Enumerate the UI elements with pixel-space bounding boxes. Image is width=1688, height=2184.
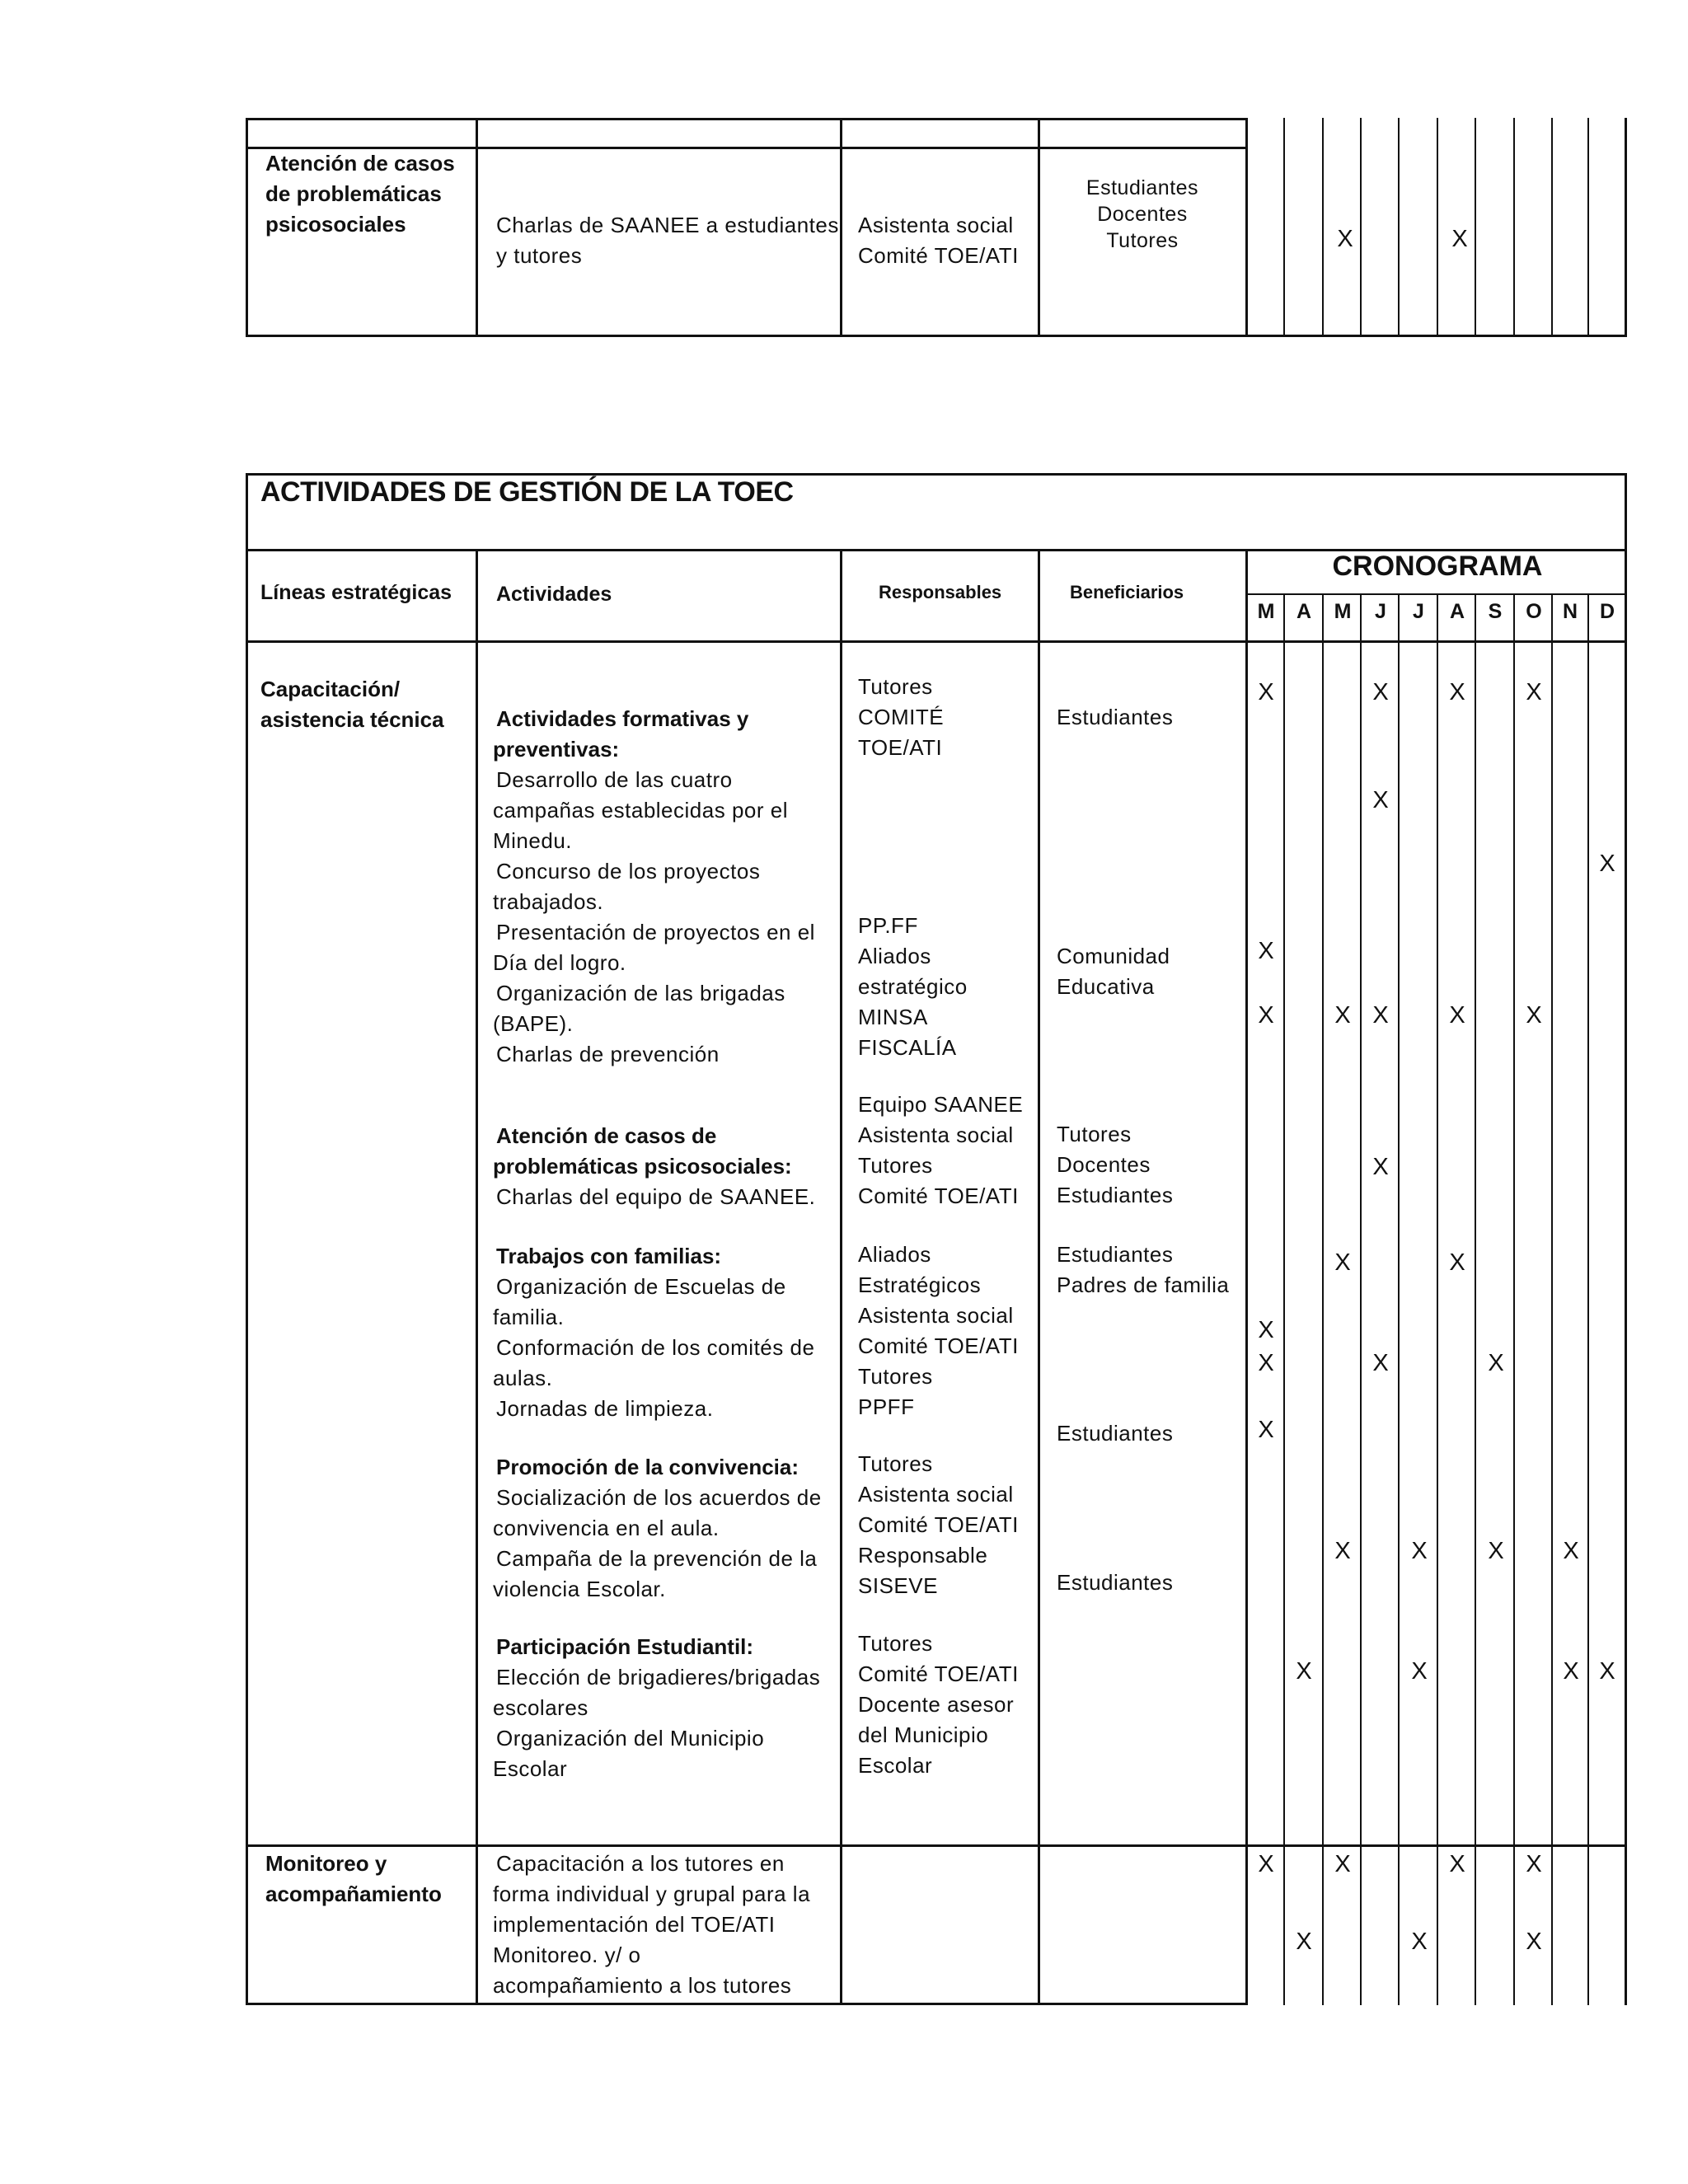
table-title: ACTIVIDADES DE GESTIÓN DE LA TOEC xyxy=(260,476,794,508)
mark: X xyxy=(1372,1350,1389,1376)
activity-atencion: Atención de casos de problemáticas psicosociales: Charlas del equipo de SAANEE. xyxy=(493,1123,816,1209)
header-lineas: Líneas estratégicas xyxy=(260,581,452,604)
header-cronograma: CRONOGRAMA xyxy=(1332,551,1543,582)
mark: X xyxy=(1411,1929,1428,1955)
mark: X xyxy=(1258,1851,1274,1877)
responsables-2: PP.FF Aliados estratégico MINSA FISCALÍA xyxy=(858,913,968,1060)
activity-formativas: Actividades formativas y preventivas: Desarrollo de las cuatro campañas establecidas por el Minedu. Concurso de los proyectos trabajados. Presentación de proyectos en el Día del logro. Organización de las brigadas (BAPE). Charlas de prevención xyxy=(493,706,815,1066)
mark: X xyxy=(1411,1658,1428,1685)
mark: X xyxy=(1334,1002,1351,1029)
beneficiarios-4: Estudiantes Padres de familia xyxy=(1057,1242,1230,1297)
mark: X xyxy=(1526,1002,1542,1029)
mark: X xyxy=(1449,1002,1465,1029)
mark: X xyxy=(1599,1658,1615,1685)
mark: X xyxy=(1449,1249,1465,1276)
mark: X xyxy=(1526,1929,1542,1955)
beneficiarios-6: Estudiantes xyxy=(1057,1570,1174,1595)
mark: X xyxy=(1372,1002,1389,1029)
mark: X xyxy=(1449,679,1465,705)
mark: X xyxy=(1526,1851,1542,1877)
mark: X xyxy=(1334,1538,1351,1564)
month-header: J xyxy=(1375,600,1386,623)
mark: X xyxy=(1258,679,1274,705)
month-header: J xyxy=(1413,600,1424,623)
month-header: D xyxy=(1599,600,1615,623)
activity-familias: Trabajos con familias: Organización de Escuelas de familia. Conformación de los comités de aulas. Jornadas de limpieza. xyxy=(493,1244,815,1421)
responsables-6: Tutores Comité TOE/ATI Docente asesor del Municipio Escolar xyxy=(858,1631,1019,1778)
mark: X xyxy=(1296,1658,1312,1685)
mark: X xyxy=(1258,1002,1274,1029)
mark: X xyxy=(1411,1538,1428,1564)
top-actividad: Charlas de SAANEE a estudiantes y tutores xyxy=(496,213,839,268)
responsables-3: Equipo SAANEE Asistenta social Tutores Comité TOE/ATI xyxy=(858,1092,1024,1208)
month-header: N xyxy=(1562,600,1578,623)
month-header: A xyxy=(1449,600,1465,623)
top-mark-may: X xyxy=(1337,226,1353,252)
top-responsables: Asistenta social Comité TOE/ATI xyxy=(858,213,1019,268)
mark: X xyxy=(1334,1851,1351,1877)
mark: X xyxy=(1372,787,1389,813)
mark: X xyxy=(1563,1658,1579,1685)
mark: X xyxy=(1488,1350,1504,1376)
mark: X xyxy=(1372,1154,1389,1180)
section1-linea: Capacitación/ asistencia técnica xyxy=(260,677,444,732)
section2-actividad: Capacitación a los tutores en forma individual y grupal para la implementación del TOE/ATI Monitoreo. y/ o acompañamiento a los tutores xyxy=(493,1851,811,1998)
mark: X xyxy=(1258,1417,1274,1443)
mark: X xyxy=(1296,1929,1312,1955)
responsables-1: Tutores COMITÉ TOE/ATI xyxy=(858,674,945,760)
responsables-5: Tutores Asistenta social Comité TOE/ATI Responsable SISEVE xyxy=(858,1451,1019,1598)
header-actividades: Actividades xyxy=(496,583,612,606)
month-header: S xyxy=(1488,600,1503,623)
beneficiarios-5: Estudiantes xyxy=(1057,1421,1174,1446)
month-header: M xyxy=(1257,600,1275,623)
mark: X xyxy=(1449,1851,1465,1877)
mark: X xyxy=(1258,938,1274,964)
top-linea: Atención de casos de problemáticas psicosociales xyxy=(265,151,455,237)
mark: X xyxy=(1563,1538,1579,1564)
beneficiarios-2: Comunidad Educativa xyxy=(1057,944,1170,999)
month-header: O xyxy=(1526,600,1542,623)
mark: X xyxy=(1599,851,1615,877)
header-responsables: Responsables xyxy=(879,582,1002,602)
mark: X xyxy=(1372,679,1389,705)
month-header: A xyxy=(1296,600,1312,623)
activity-participacion: Participación Estudiantil: Elección de brigadieres/brigadas escolares Organización del Municipio Escolar xyxy=(493,1634,821,1781)
mark: X xyxy=(1258,1350,1274,1376)
activity-convivencia: Promoción de la convivencia: Socialización de los acuerdos de convivencia en el aula. Campaña de la prevención de la violencia Escolar. xyxy=(493,1455,822,1601)
mark: X xyxy=(1258,1317,1274,1343)
top-beneficiarios: Estudiantes Docentes Tutores xyxy=(1085,176,1199,252)
top-mark-jul: X xyxy=(1451,226,1468,252)
beneficiarios-1: Estudiantes xyxy=(1057,705,1174,729)
month-header: M xyxy=(1334,600,1352,623)
mark: X xyxy=(1488,1538,1504,1564)
mark: X xyxy=(1334,1249,1351,1276)
beneficiarios-3: Tutores Docentes Estudiantes xyxy=(1057,1122,1174,1207)
responsables-4: Aliados Estratégicos Asistenta social Comité TOE/ATI Tutores PPFF xyxy=(858,1242,1019,1419)
section2-linea: Monitoreo y acompañamiento xyxy=(265,1851,442,1906)
header-beneficiarios: Beneficiarios xyxy=(1070,582,1184,602)
mark: X xyxy=(1526,679,1542,705)
